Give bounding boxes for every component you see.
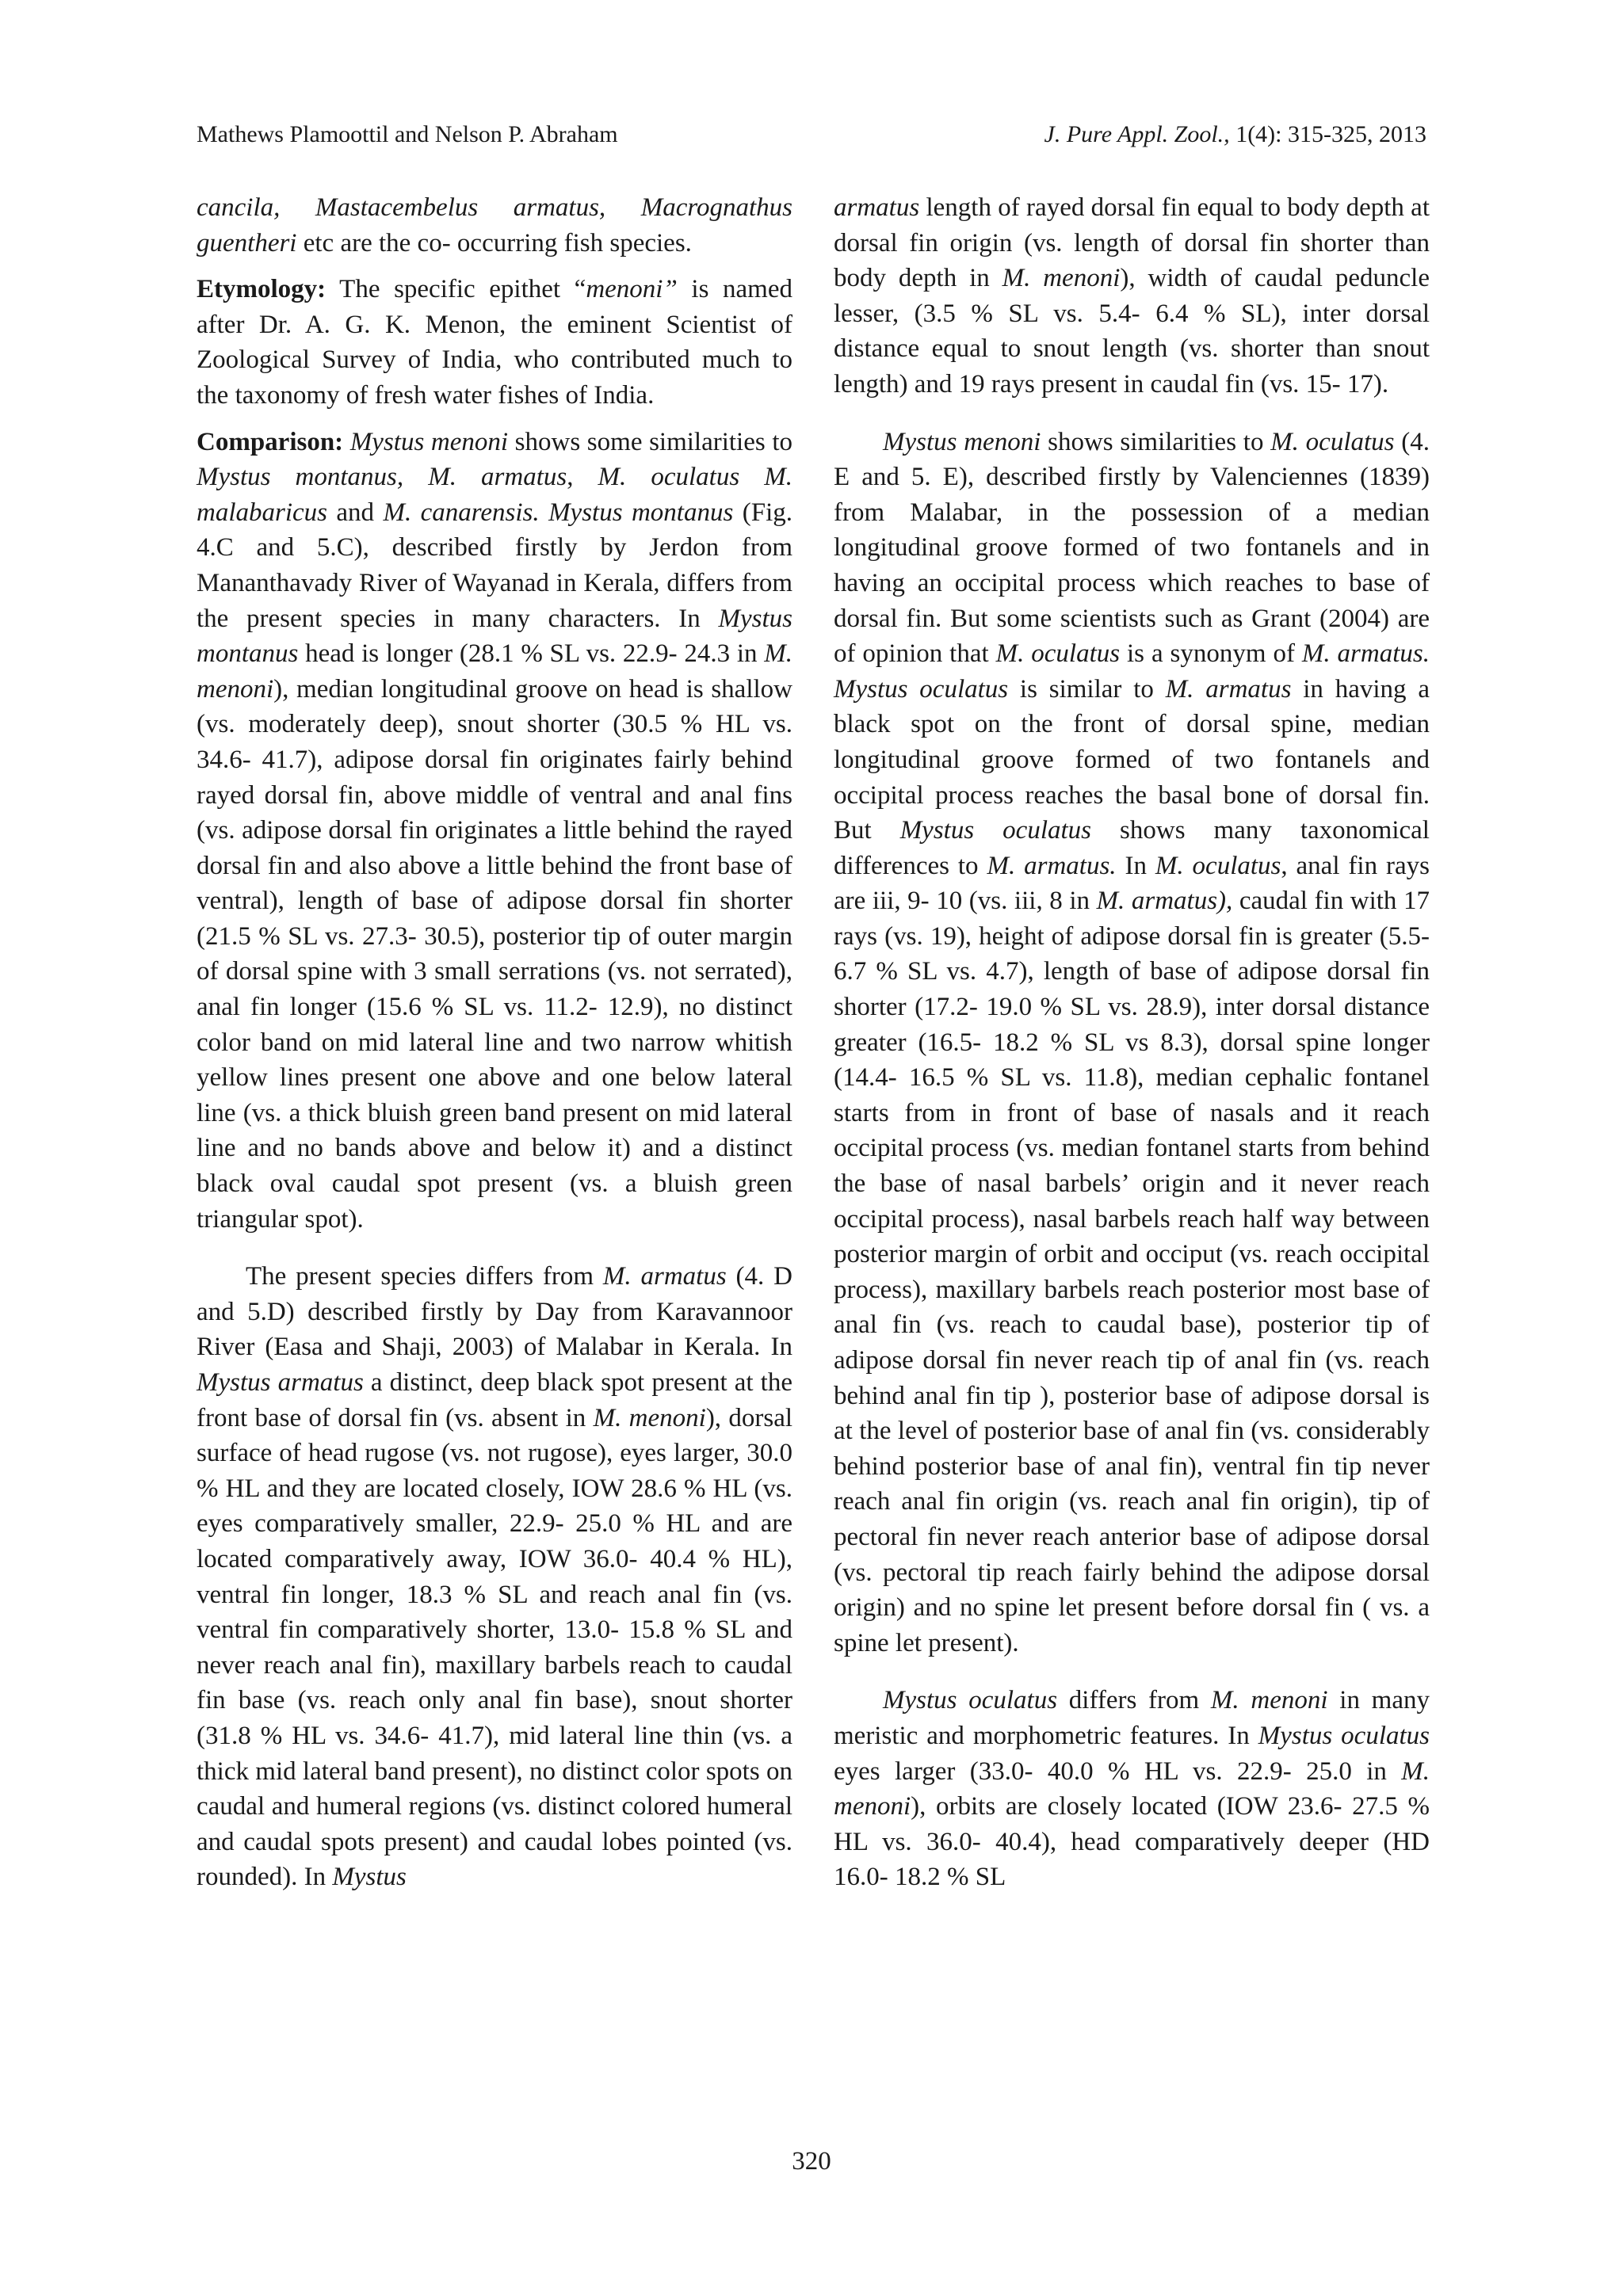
page-number: 320 [792, 2147, 831, 2176]
text-run: eyes larger (33.0- 40.0 % HL vs. 22.9- 25.0 in [834, 1756, 1402, 1786]
text-run: is similar to [1008, 674, 1166, 704]
text-run: and [327, 498, 384, 527]
left-column [197, 190, 792, 1906]
right-column [834, 190, 1430, 1906]
text-run: The specific epithet “ [326, 275, 586, 304]
text-run: shows some similarities to [508, 427, 792, 456]
italic-run: M. armatus. [1301, 639, 1430, 669]
bold-heading: Comparison: [197, 427, 344, 456]
italic-run: cancila, Mastacembelus armatus, Macrognathus guentheri [197, 193, 792, 257]
text-run: In [1116, 851, 1155, 880]
running-header [197, 117, 1426, 152]
text-run: differs from [1057, 1686, 1211, 1715]
text-run: is a synonym of [1120, 639, 1302, 669]
italic-run: armatus [834, 193, 920, 222]
italic-run: Mystus montanus [197, 604, 792, 669]
paragraph-co-occurring-species [197, 190, 792, 261]
text-run: head is longer (28.1 % SL vs. 22.9- 24.3 in [298, 639, 765, 669]
italic-run: M. menoni [197, 639, 792, 704]
text-run: etc are the co- occurring fish species. [296, 228, 692, 257]
bold-heading: Etymology: [197, 275, 327, 304]
paragraph-oculatus-differs [834, 1683, 1430, 1895]
italic-run: Mystus montanus, M. armatus [197, 463, 567, 492]
text-run: (Fig. 4.C and 5.C), described firstly by Jerdon from Mananthavady River of Wayanad in Kerala, differs from the present species in many characters. In [197, 498, 792, 633]
italic-run: Mystus oculatus [834, 674, 1009, 704]
italic-run: M. menoni [593, 1403, 706, 1432]
header-authors: Mathews Plamoottil and Nelson P. Abraham [197, 121, 618, 147]
italic-run: M. canarensis. Mystus montanus [383, 498, 734, 527]
italic-run: Mystus [332, 1863, 407, 1892]
text-run: is named after Dr. A. G. K. Menon, the eminent Scientist of Zoological Survey of India, who contributed much to the taxonomy of fresh water fishes of India. [197, 275, 792, 410]
text-run: in many meristic and morphometric features. In [834, 1686, 1430, 1750]
italic-run: Mystus oculatus [899, 816, 1092, 845]
italic-run: M. oculatus [1155, 851, 1281, 880]
italic-run: M. armatus. [987, 851, 1117, 880]
text-run: in having a black spot on the front of dorsal spine, median longitudinal groove formed of two fontanels and occipital process reaches the basal bone of dorsal fin. But [834, 674, 1430, 845]
text-run: a distinct, deep black spot present at the front base of dorsal fin (vs. absent in [197, 1368, 792, 1432]
text-run: The present species differs from [246, 1262, 603, 1291]
header-citation [1044, 117, 1426, 152]
paragraph-differs-from-armatus [197, 1259, 792, 1895]
text-run: length of rayed dorsal fin equal to body depth at dorsal fin origin (vs. length of dorsal fin shorter than body depth in [834, 193, 1430, 293]
header-journal: J. Pure Appl. Zool., [1044, 121, 1230, 147]
text-run: (4. D and 5.D) described firstly by Day from Karavannoor River (Easa and Shaji, 2003) of Malabar in Kerala. In [197, 1262, 792, 1362]
italic-run: menoni” [586, 275, 678, 304]
text-run: shows similarities to [1041, 427, 1271, 456]
text-run [343, 428, 350, 456]
italic-run: Mystus menoni [883, 427, 1041, 456]
italic-run: M. armatus [1165, 674, 1292, 704]
italic-run: Mystus armatus [197, 1368, 364, 1397]
italic-run: Mystus oculatus [1258, 1721, 1430, 1750]
header-volume-pages: 1(4): 315-325, 2013 [1229, 121, 1426, 147]
italic-run: M. oculatus M. malabaricus [197, 463, 792, 527]
paragraph-similarities-oculatus [834, 425, 1430, 1661]
text-run: shows many taxonomical differences to [834, 816, 1430, 880]
italic-run: M. oculatus [995, 639, 1121, 669]
text-run: ), width of caudal peduncle lesser, (3.5 % SL vs. 5.4- 6.4 % SL), inter dorsal distance equal to snout length (vs. shorter than snout length) and 19 rays present in caudal fin (vs. 15- 17). [834, 264, 1430, 399]
text-run: ), dorsal surface of head rugose (vs. not rugose), eyes larger, 30.0 % HL and they are located closely, IOW 28.6 % HL (vs. eyes comparatively smaller, 22.9- 25.0 % HL and are located comparatively away, IOW 36.0- 40.4 % HL), ventral fin longer, 18.3 % SL and reach anal fin (vs. ventral fin comparatively shorter, 13.0- 15.8 % SL and never reach anal fin), maxillary barbels reach to caudal fin base (vs. reach only anal fin base), snout shorter (31.8 % HL vs. 34.6- 41.7), mid lateral line thin (vs. a thick mid lateral band present), no distinct color spots on caudal and humeral regions (vs. distinct colored humeral and caudal spots present) and caudal lobes pointed (vs. rounded). In [197, 1403, 793, 1892]
italic-run: Mystus oculatus [883, 1686, 1058, 1715]
text-run: ), median longitudinal groove on head is shallow (vs. moderately deep), snout shorter (30.5 % HL vs. 34.6- 41.7), adipose dorsal fin originates fairly behind rayed dorsal fin, above middle of ventral and anal fins (vs. adipose dorsal fin originates a little behind the rayed dorsal fin and also above a little behind the front base of ventral), length of base of adipose dorsal fin shorter (21.5 % SL vs. 27.3- 30.5), posterior tip of outer margin of dorsal spine with 3 small serrations (vs. not serrated), anal fin longer (15.6 % SL vs. 11.2- 12.9), no distinct color band on mid lateral line and two narrow whitish yellow lines present one above and one below lateral line (vs. a thick bluish green band present on mid lateral line and no bands above and below it) and a distinct black oval caudal spot present (vs. a bluish green triangular spot). [197, 674, 792, 1234]
paragraph-etymology [197, 272, 792, 413]
italic-run: M. menoni [1002, 264, 1121, 293]
paragraph-comparison [197, 425, 792, 1238]
italic-run: M. armatus [602, 1262, 727, 1291]
text-run: (4. E and 5. E), described firstly by Valenciennes (1839) from Malabar, in the possession of a median longitudinal groove formed of two fontanels and in having an occipital process which reaches to base of dorsal fin. But some scientists such as Grant (2004) are of opinion that [834, 427, 1430, 669]
italic-run: M. armatus), [1096, 887, 1233, 916]
text-run: ), orbits are closely located (IOW 23.6- 27.5 % HL vs. 36.0- 40.4), head comparatively deeper (HD 16.0- 18.2 % SL [834, 1792, 1430, 1892]
text-run: , [567, 463, 598, 492]
italic-run: M. oculatus [1270, 427, 1395, 456]
italic-run: Mystus menoni [349, 427, 509, 456]
italic-run: M. menoni [1210, 1686, 1328, 1715]
italic-run: M. menoni [834, 1756, 1430, 1821]
paragraph-armatus-continued [834, 190, 1430, 402]
text-run: caudal fin with 17 rays (vs. 19), height of adipose dorsal fin is greater (5.5- 6.7 % SL vs. 4.7), length of base of adipose dorsal fin shorter (17.2- 19.0 % SL vs. 28.9), inter dorsal distance greater (16.5- 18.2 % SL vs 8.3), dorsal spine longer (14.4- 16.5 % SL vs. 11.8), median cephalic fontanel starts from in front of base of nasals and it reach occipital process (vs. median fontanel starts from behind the base of nasal barbels’ origin and it never reach occipital process), nasal barbels reach half way between posterior margin of orbit and occiput (vs. reach occipital process), maxillary barbels reach posterior most base of anal fin (vs. reach to caudal base), posterior tip of adipose dorsal fin never reach tip of anal fin (vs. reach behind anal fin tip ), posterior base of adipose dorsal is at the level of posterior base of anal fin (vs. considerably behind posterior base of anal fin), ventral fin tip never reach anal fin origin (vs. reach anal fin origin), tip of pectoral fin never reach anterior base of adipose dorsal (vs. pectoral tip reach fairly behind the adipose dorsal origin) and no spine let present before dorsal fin ( vs. a spine let present). [834, 887, 1430, 1657]
text-run: , anal fin rays are iii, 9- 10 (vs. iii, 8 in [834, 851, 1430, 916]
